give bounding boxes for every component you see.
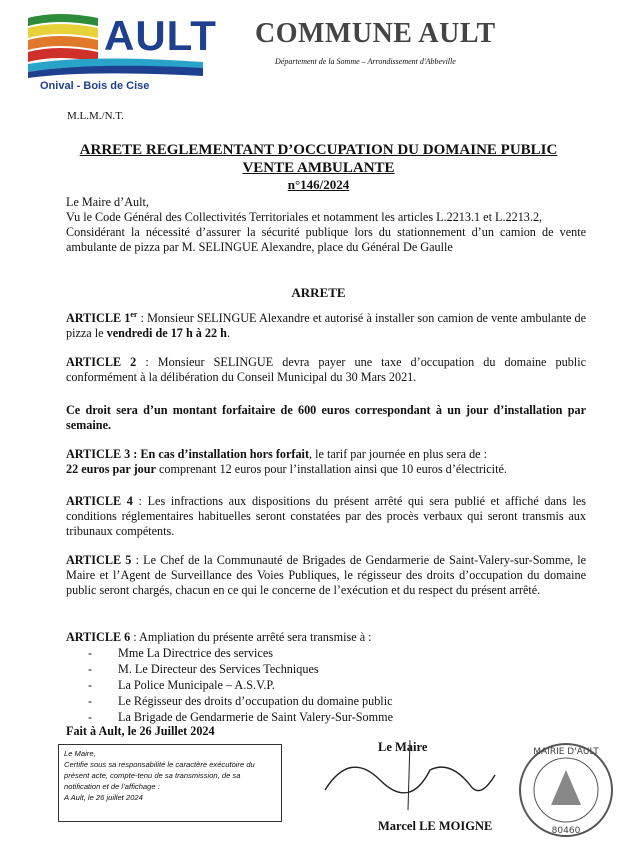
seal-bottom-text: 80460 [551,826,581,836]
article-6: ARTICLE 6 : Ampliation du présente arrêté sera transmise à : [66,630,372,644]
recipient-list [88,645,568,725]
commune-logo [28,10,217,94]
preamble-maire: Le Maire d’Ault, [66,195,149,209]
list-item: - Le Régisseur des droits d’occupation du domaine public [88,693,568,709]
article-3: ARTICLE 3 : En cas d’installation hors forfait, le tarif par journée en plus sera de : 22 euros par jour comprenant 12 euros pour l’installation ainsi que 10 euros d’électricité. [66,447,507,476]
list-item: - M. Le Directeur des Services Techniques [88,661,568,677]
departement-line: Département de la Somme – Arrondissement d'Abbeville [275,57,456,66]
preamble [66,195,586,255]
article-2-bold: Ce droit sera d’un montant forfaitaire de 600 euros correspondant à un jour d’installation par semaine. [66,403,586,432]
signature-name: Marcel LE MOIGNE [378,819,493,833]
arrete-number: n°146/2024 [287,177,350,192]
article-1: ARTICLE 1er : Monsieur SELINGUE Alexandre et autorisé à installer son camion de vente ambulante de pizza le vendredi de 17 h à 22 h. [66,310,586,341]
article-1-label: ARTICLE 1er [66,310,138,326]
list-item: - La Brigade de Gendarmerie de Saint Valery-Sur-Somme [88,709,568,725]
certif-line-3: A Ault, le 26 juillet 2024 [64,793,143,802]
article-2-label: ARTICLE 2 [66,355,137,369]
arrete-heading: ARRETE [291,285,346,300]
preamble-considerant: Considérant la nécessité d’assurer la sécurité publique lors du stationnement d’un camion de vente ambulante de pizza par M. SELINGUE Alexandre, place du Général De Gaulle [66,225,586,254]
certification-box [58,744,282,822]
list-item: - Mme La Directrice des services [88,645,568,661]
reference: M.L.M./N.T. [67,110,124,122]
logo-text: AULT [104,12,217,59]
certif-line-2: Certifie sous sa responsabilité le caractère exécutoire du présent acte, compte-tenu de sa transmission, de sa notification et de l’affichage : [64,760,255,791]
signature-title: Le Maire [378,740,428,754]
article-4: ARTICLE 4 : Les infractions aux dispositions du présent arrêté qui sera publié et affiché dans les conditions réglementaires habituelles seront constatées par des procès verbaux qui seront transmis aux tribunaux compétents. [66,494,586,538]
commune-title: COMMUNE AULT [255,18,496,49]
article-2: ARTICLE 2 : Monsieur SELINGUE devra payer une taxe d’occupation du domaine public conformément à la délibération du Conseil Municipal du 30 Mars 2021. [66,355,586,384]
seal-top-text: MAIRIE D'AULT [533,747,599,757]
certif-line-1: Le Maire, [64,749,96,758]
mairie-seal-icon [516,740,616,840]
preamble-vu: Vu le Code Général des Collectivités Territoriales et notamment les articles L.2213.1 et L.2213.2, [66,210,543,224]
title-line-1: ARRETE REGLEMENTANT D’OCCUPATION DU DOMAINE PUBLIC [79,142,558,158]
fait-a-ault: Fait à Ault, le 26 Juillet 2024 [66,724,215,738]
list-item: - La Police Municipale – A.S.V.P. [88,677,568,693]
title-line-2: VENTE AMBULANTE [242,160,395,176]
logo-subtitle: Onival - Bois de Cise [40,80,150,92]
article-5: ARTICLE 5 : Le Chef de la Communauté de Brigades de Gendarmerie de Saint-Valery-sur-Somme, le Maire et l’Agent de Surveillance des Voies Publiques, le régisseur des droits d’occupation du domaine public seront chargés, chacun en ce qui le concerne de l’exécution et du respect du présent arrêté. [66,553,587,597]
